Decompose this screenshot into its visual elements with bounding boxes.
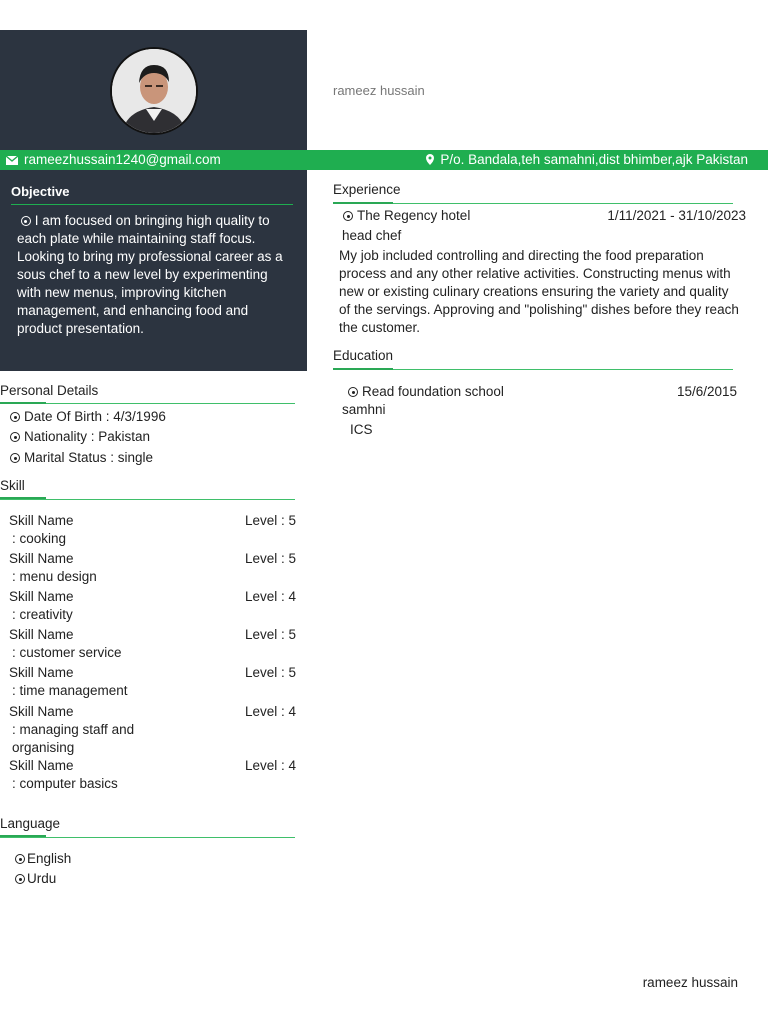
language-item: Urdu xyxy=(15,870,56,888)
skill-label: Skill Name xyxy=(9,513,74,528)
personal-item: Date Of Birth : 4/3/1996 xyxy=(10,408,166,426)
skill-name: : cooking xyxy=(12,531,67,546)
skill-label: Skill Name xyxy=(9,551,74,566)
email-text[interactable]: rameezhussain1240@gmail.com xyxy=(24,152,221,167)
experience-role: head chef xyxy=(342,228,402,243)
experience-description: My job included controlling and directing the food preparation process and any other relative activities. Constructing menus with new or existing culinary creations ensuring the variety and quality of the servings. Approving and "polishing" dishes before they reach the customer. xyxy=(339,248,739,335)
education-location: samhni xyxy=(342,402,386,417)
footer-name: rameez hussain xyxy=(642,975,738,990)
objective-divider xyxy=(11,204,293,205)
skill-name: : customer service xyxy=(12,645,122,660)
experience-rule xyxy=(333,203,733,204)
language-title: Language xyxy=(0,816,61,831)
language-item: English xyxy=(15,850,71,868)
education-rule xyxy=(333,369,733,370)
skill-level: Level : 5 xyxy=(244,627,296,642)
experience-accent xyxy=(333,202,393,204)
skill-level: Level : 5 xyxy=(244,513,296,528)
objective-title: Objective xyxy=(11,184,70,199)
skill-name: : creativity xyxy=(12,607,73,622)
objective-text: I am focused on bringing high quality to each plate while maintaining staff focus. Looking to bring my professional career as a sous chef to a new level by experimenting with new menus, improving kitchen management, and enhancing food and product presentation. xyxy=(17,213,283,336)
profile-photo xyxy=(110,47,198,135)
skill-row xyxy=(9,550,299,586)
skill-level: Level : 5 xyxy=(244,665,296,680)
address-item xyxy=(426,150,748,170)
skill-label: Skill Name xyxy=(9,627,74,642)
bullet-icon xyxy=(343,211,353,221)
contact-bar xyxy=(0,150,768,170)
skill-title: Skill xyxy=(0,478,25,493)
skill-name: : computer basics xyxy=(12,776,118,791)
skill-name: : menu design xyxy=(12,569,97,584)
education-accent xyxy=(333,368,393,370)
envelope-icon xyxy=(6,156,18,165)
skill-row xyxy=(9,588,299,624)
objective-section xyxy=(0,170,307,371)
personal-details-title: Personal Details xyxy=(0,383,99,398)
location-pin-icon xyxy=(426,154,434,165)
skill-row xyxy=(9,626,299,662)
education-title: Education xyxy=(333,348,394,363)
personal-item: Marital Status : single xyxy=(10,449,153,467)
experience-dates: 1/11/2021 - 31/10/2023 xyxy=(607,208,746,223)
bullet-icon xyxy=(10,432,20,442)
header-name: rameez hussain xyxy=(333,83,425,98)
bullet-icon xyxy=(15,854,25,864)
bullet-icon xyxy=(21,216,31,226)
skill-label: Skill Name xyxy=(9,665,74,680)
skill-label: Skill Name xyxy=(9,589,74,604)
experience-title: Experience xyxy=(333,182,401,197)
skill-label: Skill Name xyxy=(9,758,74,773)
bullet-icon xyxy=(348,387,358,397)
language-rule xyxy=(0,837,295,838)
bullet-icon xyxy=(15,874,25,884)
skill-row xyxy=(9,512,299,548)
personal-details-accent xyxy=(0,402,46,404)
language-accent xyxy=(0,835,46,837)
skill-level: Level : 4 xyxy=(244,704,296,719)
bullet-icon xyxy=(10,453,20,463)
objective-text-block xyxy=(17,212,293,338)
education-date: 15/6/2015 xyxy=(676,384,737,399)
bullet-icon xyxy=(10,412,20,422)
skill-rule xyxy=(0,499,295,500)
skill-label: Skill Name xyxy=(9,704,74,719)
email-item xyxy=(6,150,221,170)
education-school: Read foundation school xyxy=(348,383,504,401)
skill-level: Level : 5 xyxy=(244,551,296,566)
skill-row xyxy=(9,664,299,700)
skill-name: : managing staff and organising xyxy=(12,722,135,755)
skill-row xyxy=(9,757,299,793)
skill-row xyxy=(9,703,299,757)
education-degree: ICS xyxy=(350,422,373,437)
skill-accent xyxy=(0,497,46,499)
skill-level: Level : 4 xyxy=(244,589,296,604)
experience-company: The Regency hotel xyxy=(343,207,470,225)
address-text: P/o. Bandala,teh samahni,dist bhimber,ajk Pakistan xyxy=(440,152,748,167)
personal-item: Nationality : Pakistan xyxy=(10,428,150,446)
skill-name: : time management xyxy=(12,683,128,698)
skill-level: Level : 4 xyxy=(244,758,296,773)
